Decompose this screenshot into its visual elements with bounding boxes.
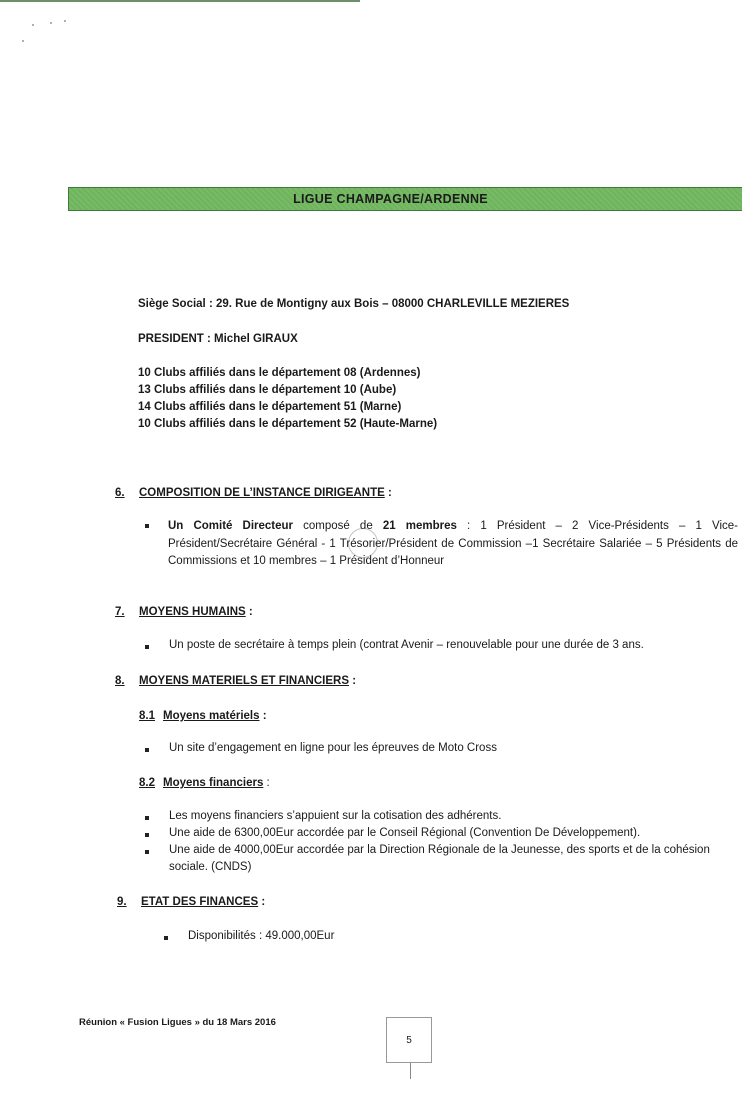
section-8-title: MOYENS MATERIELS ET FINANCIERS bbox=[139, 675, 349, 687]
comite-label: Un Comité Directeur bbox=[168, 520, 294, 532]
section-7-colon: : bbox=[245, 606, 253, 618]
section-9-colon: : bbox=[258, 896, 266, 908]
bullet-marker bbox=[145, 850, 149, 854]
section-9-number: 9. bbox=[117, 896, 127, 908]
footer-meeting-note: Réunion « Fusion Ligues » du 18 Mars 2016 bbox=[79, 1017, 276, 1028]
section-6-colon: : bbox=[384, 487, 392, 499]
section-9-heading bbox=[141, 896, 265, 908]
section-8-1-heading bbox=[163, 710, 267, 722]
section-6-number: 6. bbox=[115, 487, 125, 499]
finance-item-3: Une aide de 4000,00Eur accordée par la Direction Régionale de la Jeunesse, des sports et de la cohésion bbox=[169, 844, 710, 856]
bullet-marker bbox=[164, 936, 168, 940]
comite-rest: : 1 Président – 2 Vice-Présidents – 1 Vice-Président/Secrétaire Général - 1 Trésorier/Président de Commission –1 Secrétaire Salariée – 5 Présidents de Commissions et 10 membres – 1 Président d’Honneur bbox=[168, 520, 739, 567]
section-8-2-title: Moyens financiers bbox=[163, 777, 264, 789]
bullet-marker bbox=[145, 833, 149, 837]
section-8-colon: : bbox=[349, 675, 357, 687]
club-count-08: 10 Clubs affiliés dans le département 08 (Ardennes) bbox=[138, 367, 421, 379]
club-count-10: 13 Clubs affiliés dans le département 10 (Aube) bbox=[138, 384, 397, 396]
section-8-1-number: 8.1 bbox=[139, 710, 155, 722]
siege-social: Siège Social : 29. Rue de Montigny aux Bois – 08000 CHARLEVILLE MEZIERES bbox=[138, 298, 570, 310]
page-tick bbox=[410, 1063, 411, 1079]
moyens-humains-text: Un poste de secrétaire à temps plein (contrat Avenir – renouvelable pour une durée de 3 ans. bbox=[169, 639, 644, 651]
top-rule bbox=[0, 0, 360, 2]
bullet-marker bbox=[145, 645, 149, 649]
league-banner bbox=[68, 187, 742, 211]
section-8-2-colon: : bbox=[263, 777, 270, 789]
scan-specks bbox=[20, 18, 80, 48]
section-8-2-number: 8.2 bbox=[139, 777, 155, 789]
finance-item-1: Les moyens financiers s’appuient sur la cotisation des adhérents. bbox=[169, 810, 502, 822]
comite-mid: composé de bbox=[293, 520, 383, 532]
bullet-marker bbox=[145, 524, 149, 528]
section-8-2-heading bbox=[163, 777, 270, 789]
president: PRESIDENT : Michel GIRAUX bbox=[138, 333, 298, 345]
section-8-1-title: Moyens matériels bbox=[163, 710, 260, 722]
bullet-marker bbox=[145, 748, 149, 752]
finance-item-3-cont: sociale. (CNDS) bbox=[169, 861, 252, 873]
section-7-heading bbox=[139, 606, 253, 618]
section-8-1-colon: : bbox=[259, 710, 267, 722]
section-6-title: COMPOSITION DE L’INSTANCE DIRIGEANTE bbox=[139, 487, 385, 499]
page-number: 5 bbox=[406, 1034, 412, 1046]
section-9-title: ETAT DES FINANCES bbox=[141, 896, 259, 908]
comite-directeur-text bbox=[168, 518, 738, 571]
section-7-title: MOYENS HUMAINS bbox=[139, 606, 246, 618]
finance-item-2: Une aide de 6300,00Eur accordée par le Conseil Régional (Convention De Développement). bbox=[169, 827, 641, 839]
bullet-marker bbox=[145, 816, 149, 820]
disponibilites-text: Disponibilités : 49.000,00Eur bbox=[188, 930, 335, 942]
stamp-mark bbox=[348, 528, 378, 558]
section-6-heading bbox=[139, 487, 392, 499]
moyens-materiels-text: Un site d’engagement en ligne pour les épreuves de Moto Cross bbox=[169, 742, 497, 754]
club-count-51: 14 Clubs affiliés dans le département 51 (Marne) bbox=[138, 401, 402, 413]
page-number-box bbox=[386, 1017, 432, 1063]
section-8-number: 8. bbox=[115, 675, 125, 687]
comite-members: 21 membres bbox=[382, 520, 457, 532]
club-count-52: 10 Clubs affiliés dans le département 52 (Haute-Marne) bbox=[138, 418, 438, 430]
banner-title: LIGUE CHAMPAGNE/ARDENNE bbox=[293, 192, 488, 206]
section-7-number: 7. bbox=[115, 606, 125, 618]
section-8-heading bbox=[139, 675, 356, 687]
